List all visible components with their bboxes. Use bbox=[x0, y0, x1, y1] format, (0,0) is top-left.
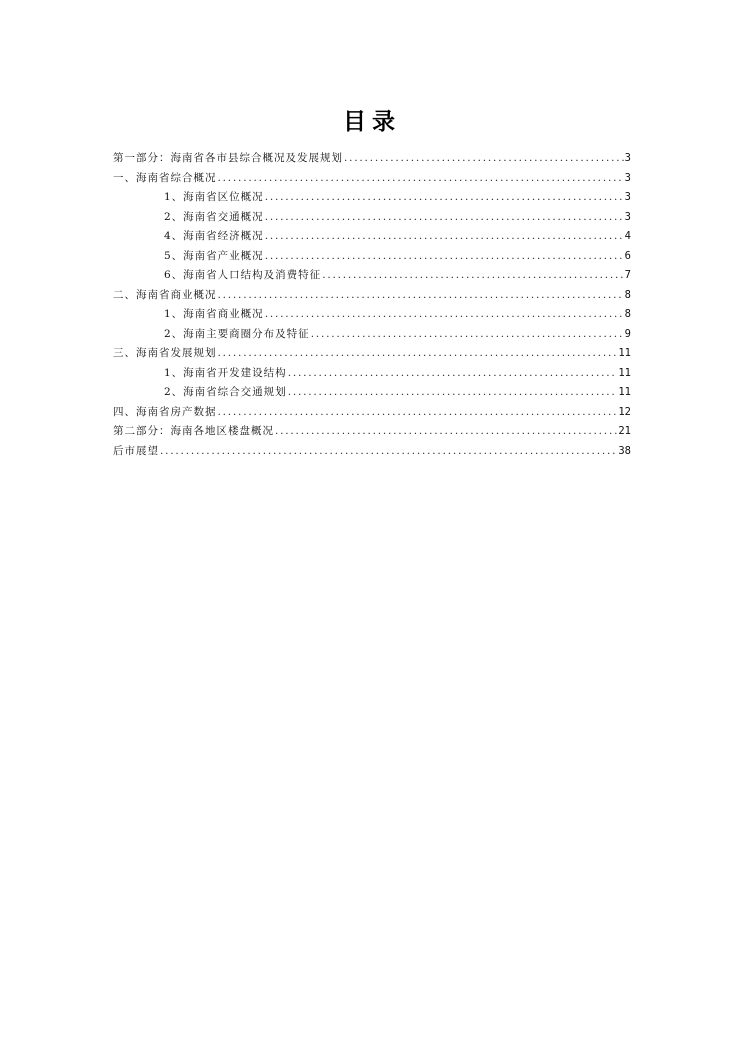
toc-entry-page: 8 bbox=[624, 308, 631, 320]
toc-entry[interactable] bbox=[113, 208, 631, 228]
toc-entry-page: 3 bbox=[624, 152, 631, 164]
toc-entry[interactable] bbox=[113, 383, 631, 403]
toc-leader-dots bbox=[218, 169, 624, 189]
toc-title: 目录 bbox=[343, 109, 401, 135]
toc-entry[interactable] bbox=[113, 442, 631, 462]
toc-entry-label: 第一部分：海南省各市县综合概况及发展规划 bbox=[113, 152, 343, 164]
toc-entry-label: 2、海南省综合交通规划 bbox=[164, 386, 287, 398]
toc-leader-dots bbox=[288, 383, 618, 403]
toc-leader-dots bbox=[265, 188, 624, 208]
toc-entry[interactable] bbox=[113, 305, 631, 325]
toc-entry-page: 7 bbox=[624, 269, 631, 281]
toc-entry-label: 2、海南主要商圈分布及特征 bbox=[164, 327, 310, 340]
toc-entry[interactable] bbox=[113, 344, 631, 364]
toc-leader-dots bbox=[275, 422, 617, 442]
toc-entry-page: 4 bbox=[624, 230, 631, 242]
toc-entry[interactable] bbox=[113, 169, 631, 189]
toc-entry[interactable] bbox=[113, 266, 631, 286]
toc-leader-dots bbox=[311, 325, 624, 345]
toc-entry-label: 一、海南省综合概况 bbox=[113, 171, 217, 184]
toc-entry-label: 4、海南省经济概况 bbox=[164, 230, 264, 242]
toc-entry[interactable] bbox=[113, 325, 631, 345]
toc-entry-label: 后市展望 bbox=[113, 444, 159, 457]
toc-entry-label: 二、海南省商业概况 bbox=[113, 288, 217, 301]
toc-entry-page: 3 bbox=[624, 191, 631, 203]
toc-entry[interactable] bbox=[113, 227, 631, 247]
toc-entry[interactable] bbox=[113, 149, 631, 169]
toc-entry-label: 1、海南省商业概况 bbox=[164, 308, 264, 320]
toc-leader-dots bbox=[218, 286, 624, 306]
toc-entry-page: 8 bbox=[624, 288, 631, 301]
toc-entry-page: 3 bbox=[624, 210, 631, 223]
toc-entry[interactable] bbox=[113, 364, 631, 384]
toc-entry-page: 11 bbox=[618, 347, 631, 359]
toc-entry-page: 6 bbox=[624, 249, 631, 262]
toc-entry-label: 第二部分：海南各地区楼盘概况 bbox=[113, 425, 274, 437]
toc-entry-page: 9 bbox=[624, 327, 631, 340]
toc-entry[interactable] bbox=[113, 286, 631, 306]
toc-entry-page: 21 bbox=[618, 425, 631, 437]
toc-entry-page: 12 bbox=[618, 405, 631, 418]
toc-entry[interactable] bbox=[113, 403, 631, 423]
toc-leader-dots bbox=[322, 266, 623, 286]
toc-leader-dots bbox=[218, 344, 618, 364]
toc-leader-dots bbox=[265, 208, 624, 228]
toc-leader-dots bbox=[288, 364, 618, 384]
toc-leader-dots bbox=[218, 403, 618, 423]
toc-leader-dots bbox=[160, 442, 617, 462]
toc-entry-label: 1、海南省区位概况 bbox=[164, 191, 264, 203]
toc-entry[interactable] bbox=[113, 247, 631, 267]
toc-entry-label: 5、海南省产业概况 bbox=[164, 249, 264, 262]
toc-leader-dots bbox=[265, 227, 624, 247]
table-of-contents bbox=[113, 149, 631, 461]
toc-entry[interactable] bbox=[113, 422, 631, 442]
toc-entry[interactable] bbox=[113, 188, 631, 208]
toc-entry-label: 2、海南省交通概况 bbox=[164, 210, 264, 223]
toc-leader-dots bbox=[344, 149, 624, 169]
toc-entry-page: 11 bbox=[618, 366, 631, 379]
toc-entry-label: 6、海南省人口结构及消费特征 bbox=[164, 269, 322, 281]
toc-entry-page: 11 bbox=[618, 386, 631, 398]
toc-entry-page: 38 bbox=[618, 444, 631, 457]
toc-entry-label: 四、海南省房产数据 bbox=[113, 405, 217, 418]
toc-entry-label: 1、海南省开发建设结构 bbox=[164, 366, 287, 379]
toc-leader-dots bbox=[265, 247, 624, 267]
toc-entry-label: 三、海南省发展规划 bbox=[113, 347, 217, 359]
toc-entry-page: 3 bbox=[624, 171, 631, 184]
toc-leader-dots bbox=[265, 305, 624, 325]
